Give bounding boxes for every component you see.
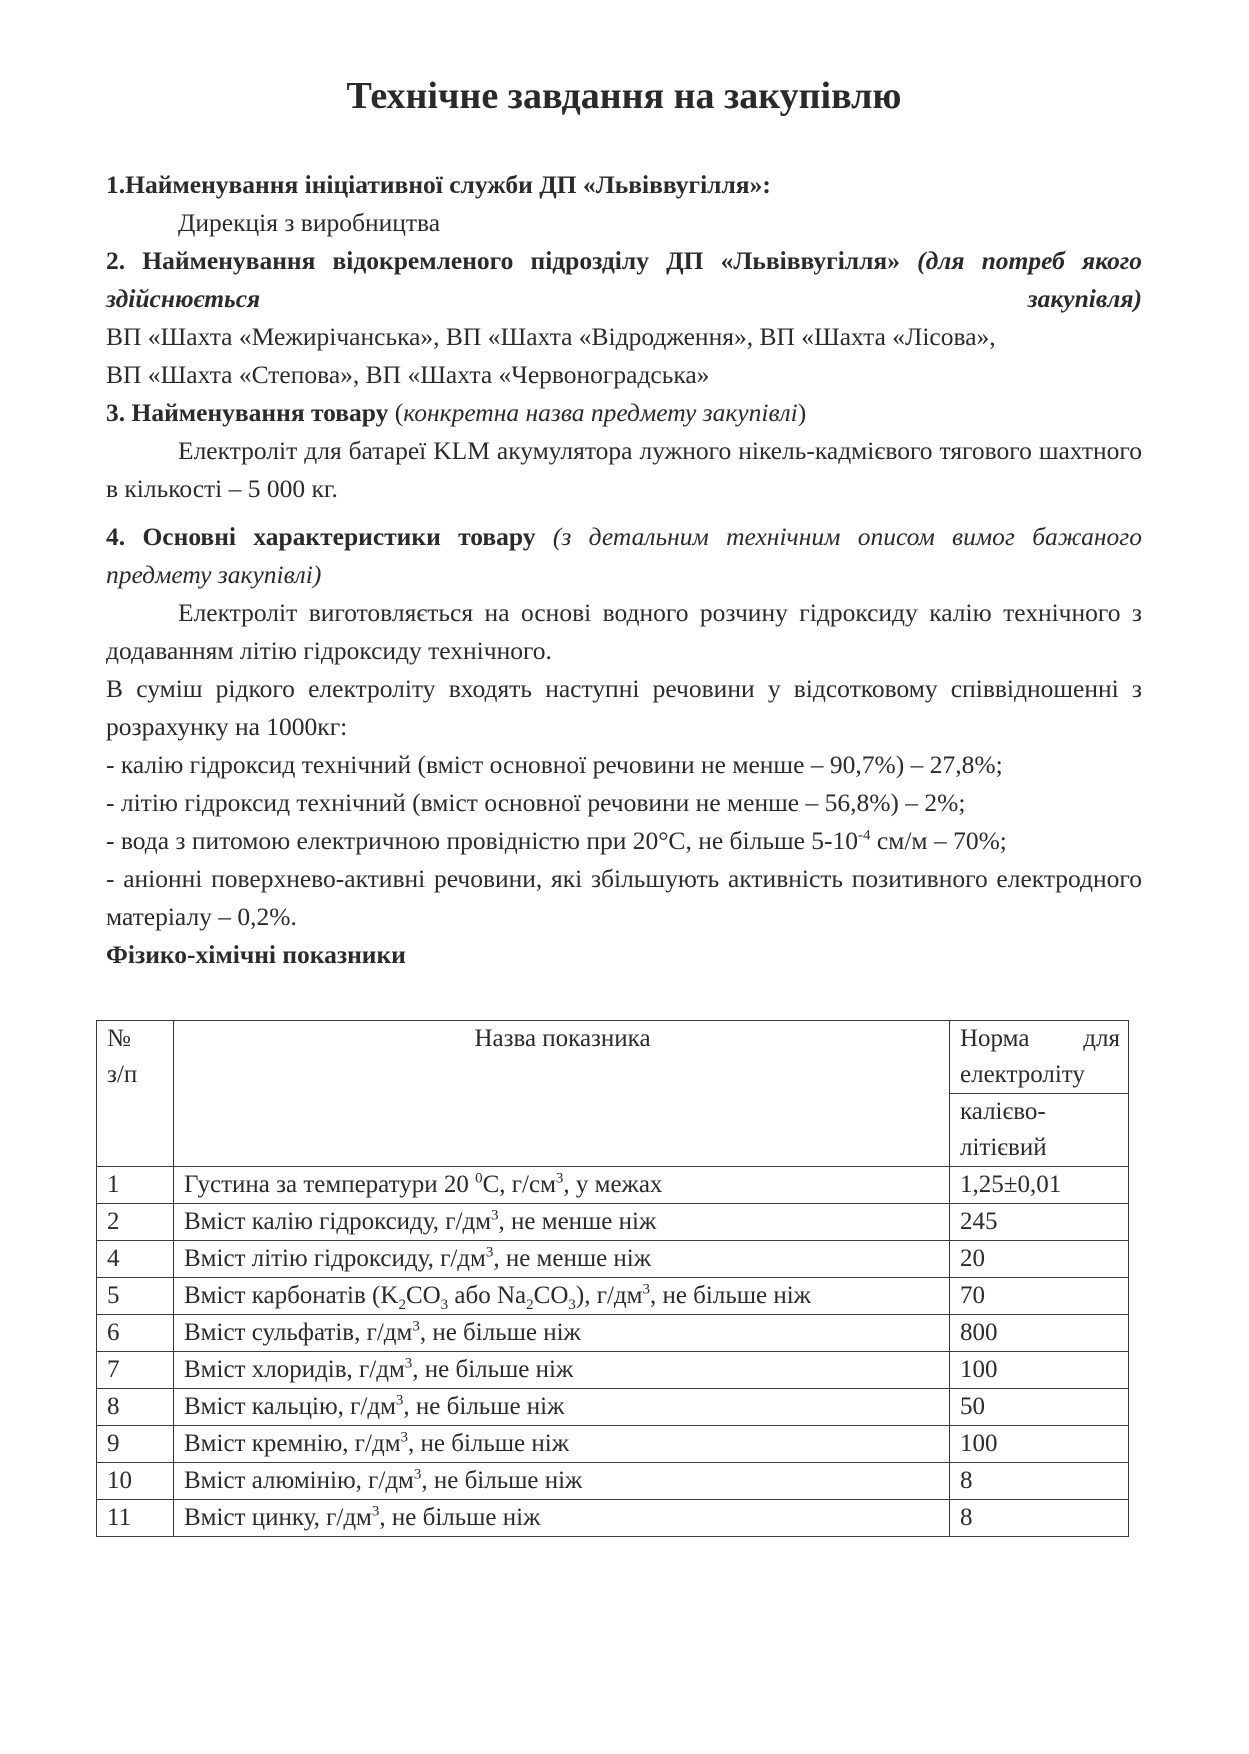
- row-name: [174, 1389, 950, 1426]
- section-2-units-line-1: ВП «Шахта «Межирічанська», ВП «Шахта «Відродження», ВП «Шахта «Лісова»,: [106, 322, 996, 351]
- table-row: [97, 1204, 1129, 1241]
- section-3-body: Електроліт для батареї KLM акумулятора лужного нікель-кадмієвого тягового шахтного в кількості – 5 000 кг.: [106, 436, 1142, 503]
- row-num: 11: [97, 1500, 174, 1537]
- row-name-text: Вміст сульфатів, г/дм: [184, 1319, 413, 1346]
- section-2-note: (для потреб якого здійснюється закупівля): [106, 246, 1142, 313]
- table-row: [97, 1426, 1129, 1463]
- row-name-sup: 3: [642, 1281, 650, 1298]
- composition-item-3-tail: см/м – 70%;: [870, 826, 1007, 855]
- header-norm-sub-1: калієво-: [960, 1098, 1046, 1125]
- section-2-heading-line: [106, 242, 1142, 318]
- section-4-para-1: Електроліт виготовляється на основі водного розчину гідроксиду калію технічного з додаванням літію гідроксиду технічного.: [106, 598, 1142, 665]
- header-name: Назва показника: [174, 1021, 950, 1167]
- row-name-sup: 3: [491, 1207, 499, 1224]
- row-value: 1,25±0,01: [950, 1167, 1129, 1204]
- row-name-sup: 3: [400, 1429, 409, 1446]
- row-name-sup: 3: [404, 1355, 413, 1372]
- table-title: Фізико-хімічні показники: [106, 940, 406, 969]
- table-row: [97, 1389, 1129, 1426]
- row-num: 6: [97, 1315, 174, 1352]
- table-row: [97, 1315, 1129, 1352]
- composition-item-3-exponent: -4: [858, 827, 871, 844]
- row-num: 9: [97, 1426, 174, 1463]
- row-name-text: CO: [405, 1282, 441, 1309]
- header-num-line-2: з/п: [107, 1061, 138, 1088]
- row-name-text: Вміст кальцію, г/дм: [184, 1393, 396, 1420]
- section-1-body: Дирекція з виробництва: [178, 208, 441, 237]
- section-3-note: конкретна назва предмету закупівлі: [403, 398, 798, 427]
- section-2-heading: 2. Найменування відокремленого підрозділу ДП «Львіввугілля»: [106, 246, 900, 275]
- header-norm-line-2: електроліту: [960, 1061, 1085, 1088]
- composition-item-4: - аніонні поверхнево-активні речовини, які збільшують активність позитивного електродного матеріалу – 0,2%.: [106, 864, 1142, 931]
- row-name-text: Вміст літію гідроксиду, г/дм: [184, 1245, 486, 1272]
- row-name-text: або Na: [448, 1282, 527, 1309]
- row-name: [174, 1241, 950, 1278]
- row-name-sup: 3: [485, 1244, 494, 1261]
- row-name-text: , не менше ніж: [493, 1245, 652, 1272]
- table-row: [97, 1167, 1129, 1204]
- section-4-heading-line: [106, 518, 1142, 594]
- row-name-text: Вміст калію гідроксиду, г/дм: [184, 1208, 492, 1235]
- section-3-heading-line: [106, 394, 1142, 432]
- row-name-sub: 3: [440, 1297, 449, 1313]
- composition-item-3: [106, 822, 1142, 860]
- row-name-text: CO: [533, 1282, 569, 1309]
- composition-item-2: - літію гідроксид технічний (вміст основної речовини не менше – 56,8%) – 2%;: [106, 788, 966, 817]
- section-2-units-line-2: ВП «Шахта «Степова», ВП «Шахта «Червоноградська»: [106, 360, 710, 389]
- row-name-sup: 3: [555, 1170, 564, 1187]
- header-num-line-1: №: [107, 1025, 131, 1052]
- section-3-paren-open: (: [394, 398, 404, 427]
- row-name-sub: 2: [398, 1297, 406, 1313]
- row-name: [174, 1278, 950, 1315]
- section-1-heading: 1.Найменування ініціативної служби ДП «Львіввугілля»:: [106, 170, 771, 199]
- row-value: 8: [950, 1500, 1129, 1537]
- row-name-text: , не більше ніж: [412, 1356, 574, 1383]
- table-row: [97, 1463, 1129, 1500]
- row-name-text: Вміст цинку, г/дм: [184, 1504, 372, 1531]
- row-name-text: Вміст алюмінію, г/дм: [184, 1467, 414, 1494]
- header-norm: [950, 1021, 1129, 1167]
- row-name: [174, 1315, 950, 1352]
- row-name-sup: 3: [395, 1392, 404, 1409]
- header-norm-word-2: для: [1083, 1025, 1120, 1052]
- header-norm-subcell: [950, 1093, 1128, 1166]
- physchem-table: [96, 1020, 1129, 1537]
- table-row: [97, 1352, 1129, 1389]
- header-norm-sub-2: літієвий: [960, 1134, 1047, 1161]
- section-1: [106, 166, 1142, 242]
- row-num: 10: [97, 1463, 174, 1500]
- row-name: [174, 1167, 950, 1204]
- composition-item-3-text: - вода з питомою електричною провідністю при 20°С, не більше 5-10: [106, 826, 859, 855]
- row-value: 50: [950, 1389, 1129, 1426]
- section-3: [106, 394, 1142, 508]
- header-norm-word-1: Норма: [960, 1025, 1030, 1052]
- table-row: [97, 1241, 1129, 1278]
- row-name-text: , не менше ніж: [498, 1208, 657, 1235]
- row-value: 20: [950, 1241, 1129, 1278]
- table-row: [97, 1500, 1129, 1537]
- row-num: 1: [97, 1167, 174, 1204]
- row-name-sub: 2: [526, 1297, 534, 1313]
- section-3-heading: 3. Найменування товару: [106, 398, 389, 427]
- row-name-text: С, г/см: [482, 1171, 556, 1198]
- section-2: [106, 242, 1142, 394]
- row-name-text: , не більше ніж: [421, 1467, 583, 1494]
- row-name-sup: 0: [475, 1170, 483, 1187]
- row-value: 70: [950, 1278, 1129, 1315]
- header-num: [97, 1021, 174, 1167]
- row-name: [174, 1352, 950, 1389]
- row-name: [174, 1204, 950, 1241]
- row-name-text: ), г/дм: [575, 1282, 643, 1309]
- row-name-text: , не більше ніж: [408, 1430, 569, 1457]
- row-num: 8: [97, 1389, 174, 1426]
- table-header-row: [97, 1021, 1129, 1167]
- row-name-sup: 3: [412, 1318, 420, 1335]
- row-value: 800: [950, 1315, 1129, 1352]
- row-name-text: , не більше ніж: [649, 1282, 811, 1309]
- row-name-text: Густина за температури 20: [184, 1171, 476, 1198]
- section-4-note: (з детальним технічним описом вимог бажаного предмету закупівлі): [106, 522, 1143, 589]
- row-name: [174, 1500, 950, 1537]
- row-name-text: , не більше ніж: [419, 1319, 581, 1346]
- section-4-para-2: В суміш рідкого електроліту входять наступні речовини у відсотковому співвідношенні з розрахунку на 1000кг:: [106, 674, 1142, 741]
- row-name-sup: 3: [371, 1503, 380, 1520]
- table-row: [97, 1278, 1129, 1315]
- row-name-text: , у межах: [563, 1171, 663, 1198]
- row-name: [174, 1426, 950, 1463]
- row-value: 100: [950, 1352, 1129, 1389]
- row-name-sub: 3: [568, 1297, 576, 1313]
- row-name-sup: 3: [413, 1466, 422, 1483]
- row-num: 4: [97, 1241, 174, 1278]
- row-name-text: Вміст хлоридів, г/дм: [184, 1356, 405, 1383]
- row-name-text: , не більше ніж: [379, 1504, 541, 1531]
- composition-item-1: - калію гідроксид технічний (вміст основної речовини не менше – 90,7%) – 27,8%;: [106, 750, 1003, 779]
- row-name: [174, 1463, 950, 1500]
- section-4-heading: 4. Основні характеристики товару: [106, 522, 536, 551]
- header-norm-line-1: [960, 1021, 1120, 1057]
- row-num: 7: [97, 1352, 174, 1389]
- row-name-text: , не більше ніж: [403, 1393, 565, 1420]
- section-4: [106, 518, 1142, 974]
- row-value: 8: [950, 1463, 1129, 1500]
- page-title: Технічне завдання на закупівлю: [346, 75, 902, 117]
- row-name-text: Вміст кремнію, г/дм: [184, 1430, 401, 1457]
- row-name-text: Вміст карбонатів (K: [184, 1282, 399, 1309]
- row-value: 100: [950, 1426, 1129, 1463]
- row-num: 5: [97, 1278, 174, 1315]
- row-value: 245: [950, 1204, 1129, 1241]
- row-num: 2: [97, 1204, 174, 1241]
- section-3-paren-close: ): [797, 398, 807, 427]
